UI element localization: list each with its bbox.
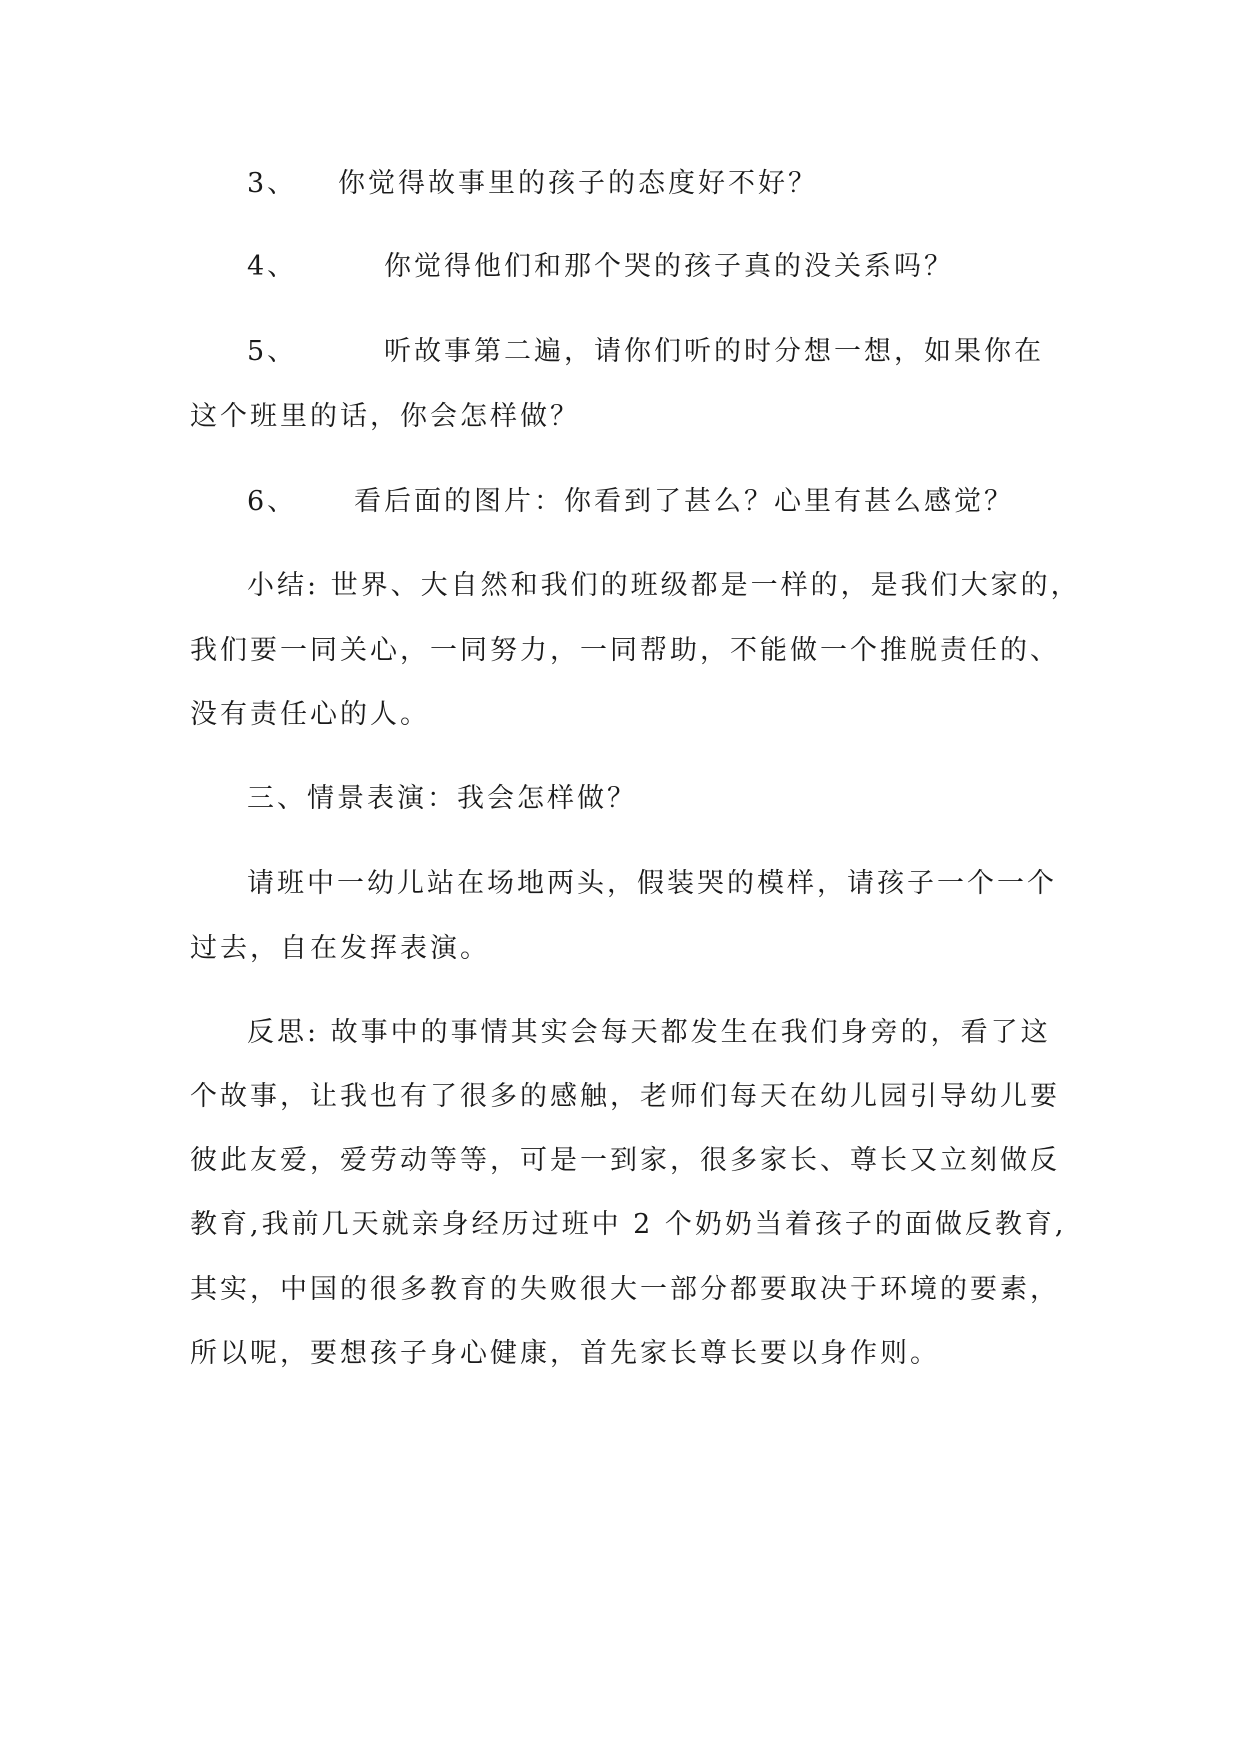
reflection-line-3: 彼此友爱，爱劳动等等，可是一到家，很多家长、尊长又立刻做反 — [190, 1145, 1060, 1176]
section-3-line-1: 请班中一幼儿站在场地两头，假装哭的模样，请孩子一个一个 — [247, 868, 1057, 899]
section-3-heading: 三、情景表演：我会怎样做？ — [247, 783, 637, 814]
summary-line-3: 没有责任心的人。 — [190, 699, 430, 730]
reflection-line-5: 其实，中国的很多教育的失败很大一部分都要取决于环境的要素， — [190, 1274, 1060, 1305]
summary-line-2: 我们要一同关心，一同努力，一同帮助，不能做一个推脱责任的、 — [190, 635, 1060, 666]
item-text-continued: 这个班里的话，你会怎样做？ — [190, 401, 580, 432]
summary-line-1: 小结: 世界、大自然和我们的班级都是一样的，是我们大家的， — [247, 570, 1081, 601]
item-text: 你觉得他们和那个哭的孩子真的没关系吗？ — [384, 251, 954, 282]
reflection-line-2: 个故事，让我也有了很多的感触，老师们每天在幼儿园引导幼儿要 — [190, 1081, 1060, 1112]
item-number: 6、 — [247, 486, 298, 517]
section-3-line-2: 过去，自在发挥表演。 — [190, 933, 490, 964]
item-number: 4、 — [247, 251, 298, 282]
item-text: 你觉得故事里的孩子的态度好不好？ — [338, 168, 818, 199]
item-number: 5、 — [247, 336, 298, 367]
item-text: 看后面的图片：你看到了甚么？心里有甚么感觉？ — [354, 486, 1014, 517]
item-text: 听故事第二遍，请你们听的时分想一想，如果你在 — [384, 336, 1044, 367]
reflection-line-4: 教育,我前几天就亲身经历过班中 2 个奶奶当着孩子的面做反教育, — [190, 1209, 1067, 1240]
reflection-line-6: 所以呢，要想孩子身心健康，首先家长尊长要以身作则。 — [190, 1338, 940, 1369]
item-number: 3、 — [247, 168, 298, 199]
reflection-line-1: 反思: 故事中的事情其实会每天都发生在我们身旁的，看了这 — [247, 1017, 1051, 1048]
